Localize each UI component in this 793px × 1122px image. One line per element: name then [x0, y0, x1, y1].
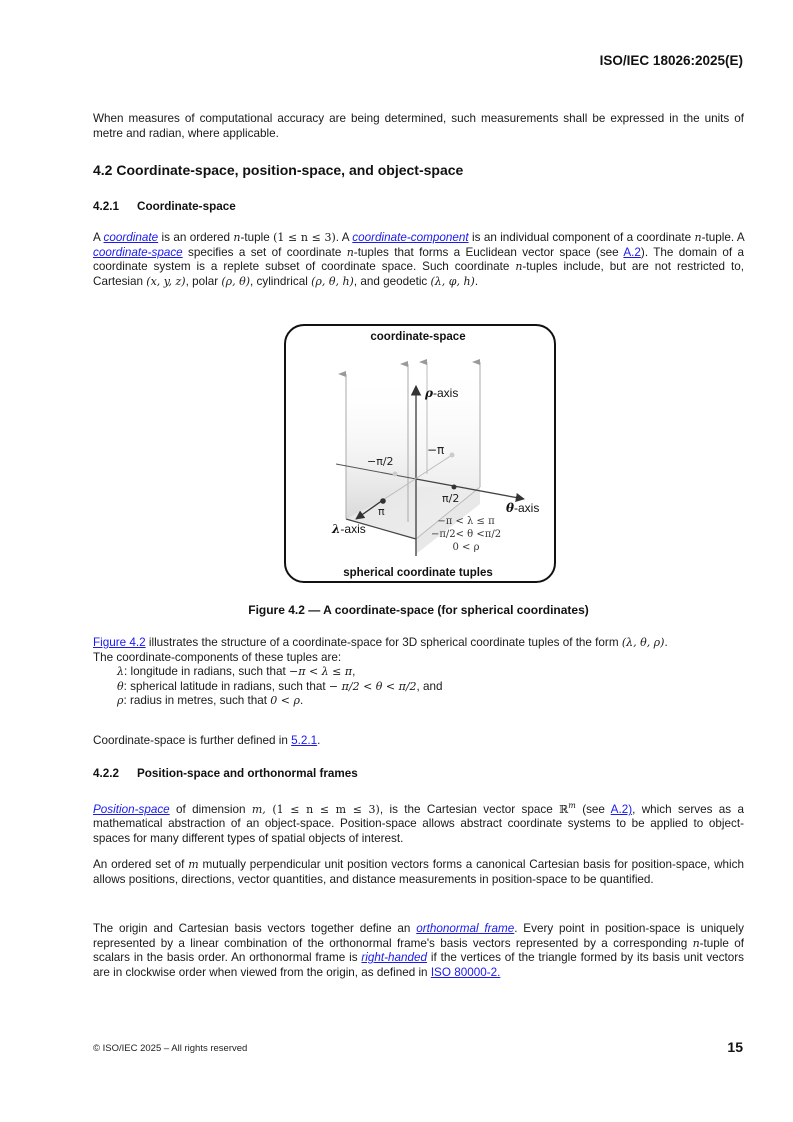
orthonormal-frame-paragraph: [93, 922, 744, 980]
text: , polar: [185, 274, 222, 288]
theta-symbol: θ: [506, 501, 515, 515]
section-heading: 4.2 Coordinate-space, position-space, and object-space: [93, 162, 464, 178]
text: .: [664, 636, 668, 649]
math-superscript: m: [568, 801, 576, 810]
constraint-lambda: −π < λ ≤ π: [437, 516, 495, 527]
text: , and: [416, 679, 443, 693]
text: Coordinate-space is further defined in: [93, 734, 292, 747]
figure-description: [93, 636, 744, 709]
axis-suffix: -axis: [340, 522, 366, 536]
rho-symbol: ρ: [425, 386, 433, 400]
link-position-space[interactable]: Position-space: [93, 802, 170, 816]
link-orthonormal-frame[interactable]: orthonormal frame: [416, 922, 515, 935]
tick-dot-neg-pi: [450, 453, 455, 458]
tick-label-half-pi: π/2: [442, 492, 460, 505]
text: : spherical latitude in radians, such that: [123, 679, 329, 693]
subsection-title: Position-space and orthonormal frames: [137, 767, 358, 780]
text: is an individual component of a coordinate: [468, 231, 695, 244]
math: − π/2 < θ < π/2: [328, 679, 417, 693]
subsection-title: Coordinate-space: [137, 200, 236, 213]
math-range: (1 ≤ n ≤ 3): [273, 231, 336, 244]
text: .: [474, 274, 479, 288]
position-space-paragraph: [93, 799, 744, 847]
subsection-number: 4.2.2: [93, 767, 119, 780]
subsection-heading-4-2-2: [93, 767, 358, 780]
text: The origin and Cartesian basis vectors together define an: [93, 922, 417, 935]
text: illustrates the structure of a coordinate-space for 3D spherical coordinate tuples of the form: [145, 636, 622, 649]
text: of dimension: [169, 802, 252, 816]
math: −π < λ ≤ π: [289, 665, 353, 679]
math-n: n: [692, 936, 700, 950]
component-item-lambda: [93, 665, 744, 680]
constraint-theta: −π/2< θ <π/2: [430, 529, 502, 540]
symbol: ρ: [117, 694, 124, 708]
intro-paragraph: When measures of computational accuracy are being determined, such measurements shall be expressed in the units of metre and radian, where applicable.: [93, 112, 744, 140]
subsection-heading-4-2-1: [93, 200, 236, 213]
link-5-2-1[interactable]: 5.2.1: [291, 734, 318, 747]
subsection-number: 4.2.1: [93, 200, 119, 213]
text: , which serves as a mathematical abstraction of an object-space. Position-space allows abstract coordinate systems to be applied to object-spaces for many different types of spatial objects of interest.: [93, 802, 744, 846]
axis-suffix: -axis: [432, 386, 459, 400]
text: . Every point in position-space is uniquely represented by a linear combination of the orthonormal frame's basis vectors represented by a corresponding: [93, 922, 744, 950]
math: 0 < ρ: [270, 694, 300, 708]
coordinate-space-figure: [284, 324, 556, 584]
lambda-symbol: λ: [332, 522, 341, 536]
text: An ordered set of: [93, 858, 189, 871]
math-n: n: [346, 245, 354, 259]
page-number: 15: [727, 1039, 743, 1055]
text: .: [299, 694, 304, 708]
text: -tuples that forms a Euclidean vector space (see: [353, 245, 624, 259]
text: A: [93, 231, 104, 244]
link-coordinate-space[interactable]: coordinate-space: [93, 245, 183, 259]
text: The coordinate-components of these tuples are:: [93, 650, 342, 664]
copyright-notice: © ISO/IEC 2025 – All rights reserved: [93, 1043, 248, 1054]
text: -tuple: [240, 231, 274, 244]
math-polar: (ρ, θ): [221, 274, 251, 288]
component-item-rho: [93, 694, 744, 709]
math-m: m,: [251, 802, 266, 816]
tick-dot-pi: [380, 498, 386, 504]
math-n: n: [694, 231, 702, 244]
text: , is the Cartesian vector space: [379, 802, 560, 816]
link-coordinate-component[interactable]: coordinate-component: [352, 231, 469, 244]
math-geodetic: (λ, φ, h): [430, 274, 475, 288]
tick-label-neg-half-pi: −π/2: [367, 455, 394, 468]
math-n: n: [233, 231, 241, 244]
symbol: θ: [117, 679, 124, 693]
text: . A: [335, 231, 353, 244]
math-tuple: (λ, θ, ρ): [621, 636, 665, 649]
document-code: ISO/IEC 18026:2025(E): [599, 53, 743, 68]
math-cartesian: (x, y, z): [146, 274, 186, 288]
figure-top-label: coordinate-space: [370, 331, 466, 343]
component-item-theta: [93, 680, 744, 695]
math-n: n: [515, 260, 523, 274]
math-real-space: ℝ: [559, 802, 569, 816]
text: specifies a set of coordinate: [182, 245, 347, 259]
text: .: [317, 734, 321, 747]
math-range: (1 ≤ n ≤ m ≤ 3): [265, 802, 380, 816]
math-m: m: [188, 858, 199, 871]
text: : longitude in radians, such that: [123, 665, 290, 679]
link-a2[interactable]: A.2): [610, 802, 633, 816]
text: -tuple of scalars in the basis order. An orthonormal frame is: [93, 936, 744, 965]
text: ). The domain of a coordinate system is a replete subset of coordinate space. Such coordinate: [93, 245, 744, 274]
tick-dot-half-pi: [452, 485, 457, 490]
text: is an ordered: [158, 231, 234, 244]
link-coordinate[interactable]: coordinate: [103, 231, 159, 244]
rho-axis-label: [424, 386, 458, 400]
text: : radius in metres, such that: [123, 694, 271, 708]
lambda-axis-label: [331, 522, 366, 536]
text: -tuple. A: [701, 231, 744, 244]
figure-caption: Figure 4.2 — A coordinate-space (for spherical coordinates): [248, 603, 589, 617]
figure-bottom-label: spherical coordinate tuples: [343, 567, 493, 579]
axis-suffix: -axis: [514, 501, 540, 515]
link-a2[interactable]: A.2: [623, 245, 641, 259]
link-right-handed[interactable]: right-handed: [361, 951, 428, 965]
theta-axis-label: [506, 501, 539, 515]
link-iso-80000-2[interactable]: ISO 80000-2.: [430, 965, 501, 979]
symbol: λ: [117, 665, 124, 679]
tick-label-neg-pi: −π: [427, 443, 445, 457]
constraint-rho: 0 < ρ: [452, 542, 480, 553]
text: , cylindrical: [250, 274, 312, 288]
text: mutually perpendicular unit position vectors forms a canonical Cartesian basis for position-space, which allows positions, directions, vector quantities, and distance measurements in position-space to be quantified.: [93, 858, 744, 886]
text: (see: [575, 802, 611, 816]
tick-dot-neg-half-pi: [393, 472, 398, 477]
further-defined-line: [93, 734, 744, 749]
text: ,: [352, 665, 356, 679]
link-figure-4-2[interactable]: Figure 4.2: [93, 636, 146, 649]
text: -tuples include, but are not restricted to, Cartesian: [93, 260, 745, 288]
text: if the vertices of the triangle formed by its basis unit vectors are in clockwise order when viewed from the origin, as defined in: [93, 951, 744, 979]
coordinate-definition-paragraph: [93, 231, 744, 289]
basis-paragraph: [93, 858, 744, 887]
tick-label-pi: π: [378, 505, 385, 518]
text: , and geodetic: [353, 274, 431, 288]
math-cylindrical: (ρ, θ, h): [311, 274, 354, 288]
